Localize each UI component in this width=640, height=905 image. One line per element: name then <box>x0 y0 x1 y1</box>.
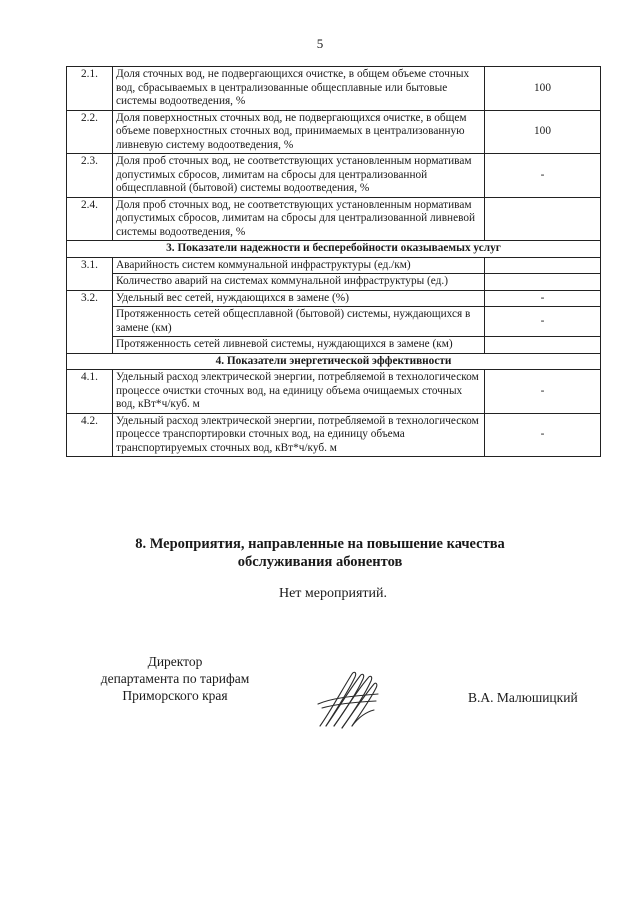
row-number: 3.2. <box>67 290 113 307</box>
row-number: 3.1. <box>67 257 113 274</box>
signer-title-line2: департамента по тарифам <box>100 671 250 686</box>
signer-title-line3: Приморского края <box>122 688 228 703</box>
row-number: 4.2. <box>67 413 113 457</box>
row-value: 100 <box>485 110 601 154</box>
row-description: Удельный расход электрической энергии, потребляемой в технологическом процессе транспортировки сточных вод, на единицу объема транспортируемых сточных вод, кВт*ч/куб. м <box>113 413 485 457</box>
row-number <box>67 337 113 354</box>
section-title: 3. Показатели надежности и бесперебойности оказываемых услуг <box>67 241 601 258</box>
row-number: 2.1. <box>67 67 113 111</box>
row-value <box>485 257 601 274</box>
row-value: - <box>485 413 601 457</box>
row-value <box>485 197 601 241</box>
table-row <box>67 370 601 414</box>
row-value: - <box>485 370 601 414</box>
row-description: Доля поверхностных сточных вод, не подвергающихся очистке, в общем объеме поверхностных сточных вод, принимаемых в централизованную ливневую систему водоотведения, % <box>113 110 485 154</box>
table-row <box>67 290 601 307</box>
row-number: 2.3. <box>67 154 113 198</box>
section-title: 4. Показатели энергетической эффективности <box>67 353 601 370</box>
table-row <box>67 274 601 291</box>
no-measures-text: Нет мероприятий. <box>278 586 388 601</box>
row-value <box>485 337 601 354</box>
section-8-heading-line1: 8. Мероприятия, направленные на повышение качества <box>135 536 505 552</box>
row-value: - <box>485 154 601 198</box>
page-number: 5 <box>316 36 324 51</box>
row-value <box>485 274 601 291</box>
row-value: - <box>485 290 601 307</box>
table-row <box>67 110 601 154</box>
signer-title-line1: Директор <box>147 654 203 669</box>
row-description: Удельный расход электрической энергии, потребляемой в технологическом процессе очистки сточных вод, на единицу объема очищаемых сточных вод, кВт*ч/куб. м <box>113 370 485 414</box>
row-number: 2.2. <box>67 110 113 154</box>
table-row <box>67 257 601 274</box>
table-section-row <box>67 353 601 370</box>
row-value: - <box>485 307 601 337</box>
table-section-row <box>67 241 601 258</box>
row-description: Протяженность сетей общесплавной (бытовой) системы, нуждающихся в замене (км) <box>113 307 485 337</box>
row-number: 4.1. <box>67 370 113 414</box>
row-description: Аварийность систем коммунальной инфраструктуры (ед./км) <box>113 257 485 274</box>
signer-title <box>70 653 280 704</box>
row-description: Количество аварий на системах коммунальной инфраструктуры (ед.) <box>113 274 485 291</box>
table-row <box>67 154 601 198</box>
row-description: Доля проб сточных вод, не соответствующих установленным нормативам допустимых сбросов, лимитам на сбросы для централизованной общесплавной (бытовой) системы водоотведения, % <box>113 154 485 198</box>
row-number <box>67 274 113 291</box>
row-value: 100 <box>485 67 601 111</box>
table-row <box>67 337 601 354</box>
row-description: Доля сточных вод, не подвергающихся очистке, в общем объеме сточных вод, сбрасываемых в централизованные общесплавные или бытовые системы водоотведения, % <box>113 67 485 111</box>
table-row <box>67 67 601 111</box>
row-number <box>67 307 113 337</box>
row-description: Протяженность сетей ливневой системы, нуждающихся в замене (км) <box>113 337 485 354</box>
table-row <box>67 413 601 457</box>
row-description: Удельный вес сетей, нуждающихся в замене (%) <box>113 290 485 307</box>
signer-name: В.А. Малюшицкий <box>468 690 578 705</box>
table-row <box>67 307 601 337</box>
row-number: 2.4. <box>67 197 113 241</box>
indicators-table <box>66 66 601 457</box>
section-8-heading-line2: обслуживания абонентов <box>237 554 403 570</box>
section-8-heading <box>0 535 640 571</box>
handwritten-signature <box>312 668 384 732</box>
table-row <box>67 197 601 241</box>
row-description: Доля проб сточных вод, не соответствующих установленным нормативам допустимых сбросов, лимитам на сбросы для централизованной ливневой системы водоотведения, % <box>113 197 485 241</box>
